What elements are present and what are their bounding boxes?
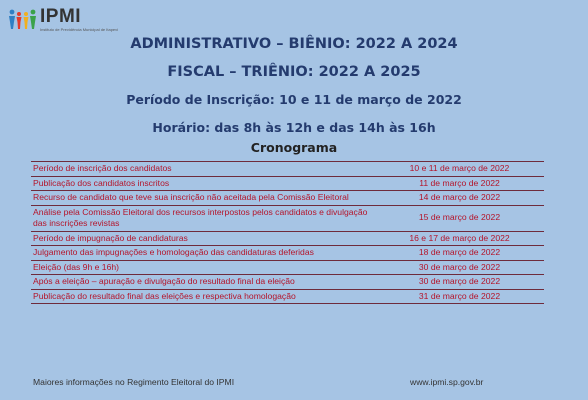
- schedule-row: [31, 275, 544, 290]
- schedule-row: [31, 289, 544, 304]
- schedule-row: [31, 231, 544, 246]
- schedule-date: 31 de março de 2022: [375, 289, 544, 304]
- schedule-row: [31, 191, 544, 206]
- ipmi-logo: [8, 8, 118, 32]
- schedule-event: Após a eleição – apuração e divulgação do resultado final da eleição: [31, 275, 375, 290]
- title-fiscal: FISCAL – TRIÊNIO: 2022 A 2025: [167, 64, 421, 80]
- schedule-row: [31, 205, 544, 231]
- schedule-event: Período de inscrição dos candidatos: [31, 162, 375, 177]
- logo-name: IPMI: [40, 6, 82, 27]
- schedule-row: [31, 260, 544, 275]
- schedule-date: 15 de março de 2022: [375, 205, 544, 231]
- schedule-row: [31, 176, 544, 191]
- schedule-date: 14 de março de 2022: [375, 191, 544, 206]
- horario: Horário: das 8h às 12h e das 14h às 16h: [152, 120, 436, 135]
- footer-info: Maiores informações no Regimento Eleitoral do IPMI: [33, 377, 235, 387]
- schedule-date: 11 de março de 2022: [375, 176, 544, 191]
- schedule-event: Publicação dos candidatos inscritos: [31, 176, 375, 191]
- schedule-table: [31, 161, 544, 304]
- schedule-event: Eleição (das 9h e 16h): [31, 260, 375, 275]
- schedule-date: 30 de março de 2022: [375, 260, 544, 275]
- schedule-date: 30 de março de 2022: [375, 275, 544, 290]
- title-administrativo: ADMINISTRATIVO – BIÊNIO: 2022 A 2024: [130, 36, 458, 52]
- logo-subtitle: Instituto de Previdência Municipal de Itapevi: [40, 27, 119, 32]
- schedule-event: Julgamento das impugnações e homologação das candidaturas deferidas: [31, 246, 375, 261]
- schedule-row: [31, 162, 544, 177]
- schedule-event: Recurso de candidato que teve sua inscrição não aceitada pela Comissão Eleitoral: [31, 191, 375, 206]
- schedule-event: Publicação do resultado final das eleições e respectiva homologação: [31, 289, 375, 304]
- people-figures-logo-icon: [8, 8, 38, 30]
- website-link[interactable]: www.ipmi.sp.gov.br: [410, 377, 484, 387]
- schedule-event: Análise pela Comissão Eleitoral dos recursos interpostos pelos candidatos e divulgação das inscrições revistas: [31, 205, 375, 231]
- schedule-date: 16 e 17 de março de 2022: [375, 231, 544, 246]
- schedule-date: 18 de março de 2022: [375, 246, 544, 261]
- schedule-date: 10 e 11 de março de 2022: [375, 162, 544, 177]
- periodo-inscricao: Período de Inscrição: 10 e 11 de março de 2022: [126, 92, 462, 107]
- cronograma-heading: Cronograma: [250, 140, 338, 155]
- schedule-row: [31, 246, 544, 261]
- schedule-event: Período de impugnação de candidaturas: [31, 231, 375, 246]
